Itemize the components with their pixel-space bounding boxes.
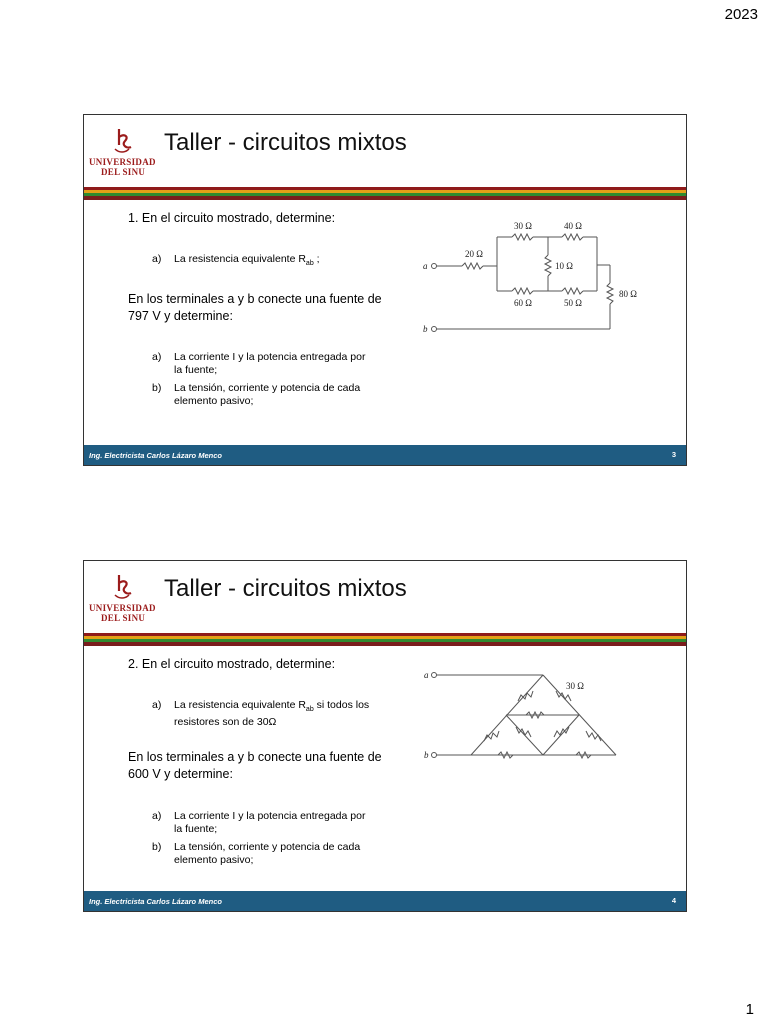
label-50-ohm: 50 Ω [564,298,582,308]
circuit-diagram-1 [422,215,652,340]
slide-footer [84,445,686,465]
footer-author: Ing. Electricista Carlos Lázaro Menco [89,451,222,460]
terminal-a-label: a [424,670,429,680]
label-30-ohm: 30 Ω [566,681,584,691]
item-text: La tensión, corriente y potencia de cada elemento pasivo; [174,841,361,866]
label-10-ohm: 10 Ω [555,261,573,271]
color-stripes [84,187,686,200]
label-60-ohm: 60 Ω [514,298,532,308]
question-text: 2. En el circuito mostrado, determine: [128,657,336,671]
logo-mark-icon [111,127,133,155]
color-stripes [84,633,686,646]
item-text: La corriente I y la potencia entregada por la fuente; [174,810,366,835]
slide-footer [84,891,686,911]
item-text: La resistencia equivalente $R_{ab}$ si todos los resistores son de 30Ω [174,699,370,729]
slide-number: 3 [671,450,676,459]
item-label: b) [152,841,162,853]
item-label: a) [152,253,162,265]
page-number: 1 [745,1001,754,1018]
item-label: a) [152,810,162,822]
item-label: a) [152,351,162,363]
question-text: 1. En el circuito mostrado, determine: [128,211,336,225]
label-20-ohm: 20 Ω [465,249,483,259]
item-text: La corriente I y la potencia entregada por la fuente; [174,351,366,376]
item-text: La tensión, corriente y potencia de cada elemento pasivo; [174,382,361,407]
logo-text-line2: DEL SINU [101,167,146,177]
university-logo [87,573,159,631]
logo-mark-icon [111,573,133,601]
instruction-paragraph: En los terminales a y b conecte una fuente de 600 V y determine: [128,750,382,781]
terminal-b-label: b [423,324,428,334]
instruction-paragraph: En los terminales a y b conecte una fuente de 797 V y determine: [128,292,382,323]
university-logo [87,127,159,185]
terminal-a-label: a [423,261,428,271]
circuit-diagram-2 [426,661,626,766]
logo-text-line1: UNIVERSIDAD [89,157,156,167]
terminal-b-label: b [424,750,429,760]
logo-text-line2: DEL SINU [101,613,146,623]
label-30-ohm: 30 Ω [514,221,532,231]
year-label: 2023 [724,6,758,23]
label-80-ohm: 80 Ω [619,289,637,299]
logo-text-line1: UNIVERSIDAD [89,603,156,613]
slide-number: 4 [671,896,676,905]
slide-3 [83,114,687,466]
item-label: a) [152,699,162,711]
slide-title: Taller - circuitos mixtos [164,575,407,602]
slide-4 [83,560,687,912]
item-text: La resistencia equivalente $R_{ab}$ ; [174,253,320,268]
item-label: b) [152,382,162,394]
slide-title: Taller - circuitos mixtos [164,129,407,156]
label-40-ohm: 40 Ω [564,221,582,231]
footer-author: Ing. Electricista Carlos Lázaro Menco [89,897,222,906]
